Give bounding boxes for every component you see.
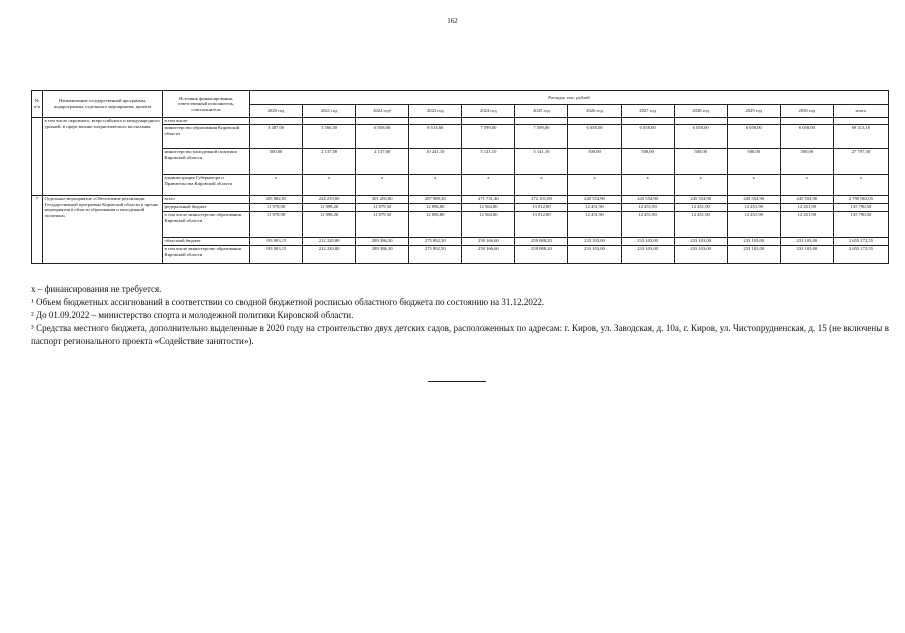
amount-cell: 11 978,90 [250,204,303,212]
page-number: 162 [447,17,458,25]
program-name: Отдельное мероприятие «Обеспечение реализации Государственной программы Кировской области и прочие мероприятия в области образования и молодежной политики» [43,196,163,264]
amount-cell: 11 998,20 [303,212,356,238]
footnote: х – финансирования не требуется. [31,284,162,294]
amount-cell: 233 103,00 [674,238,727,246]
amount-cell: 233 103,00 [780,246,833,264]
amount-cell: 3 487,00 [250,125,303,149]
amount-cell: 289 386,30 [356,246,409,264]
amount-cell: 11 978,90 [250,212,303,238]
amount-cell: 12 451,90 [674,204,727,212]
amount-cell: x [356,175,409,196]
amount-cell: x [727,175,780,196]
footnote: ² До 01.09.2022 – министерство спорта и молодежной политики Кировской области. [31,310,354,320]
amount-cell: 245 554,90 [621,196,674,204]
amount-cell: 6 058,00 [674,125,727,149]
header-year: 2025 год [515,105,568,118]
amount-cell: 245 554,90 [727,196,780,204]
amount-cell: 12 096,80 [409,212,462,238]
amount-cell: x [303,175,356,196]
amount-cell: 289 386,30 [356,238,409,246]
funding-source: всего [163,196,250,204]
amount-cell: 193 903,15 [250,238,303,246]
amount-cell: 135 790,50 [833,204,888,212]
amount-cell: 5 141,10 [462,149,515,175]
header-year: 2022 год¹ [356,105,409,118]
amount-cell: 259 166,60 [462,238,515,246]
amount-cell: 233 103,00 [674,246,727,264]
amount-cell [462,118,515,125]
amount-cell [356,118,409,125]
amount-cell: 233 103,00 [727,238,780,246]
amount-cell: 27 797,30 [833,149,888,175]
amount-cell: x [568,175,621,196]
amount-cell: 500,00 [727,149,780,175]
amount-cell: 500,00 [621,149,674,175]
amount-cell: 12 451,90 [780,212,833,238]
header-year: 2020 год [250,105,303,118]
amount-cell: x [621,175,674,196]
amount-cell: 233 103,00 [727,246,780,264]
amount-cell: 135 790,50 [833,212,888,238]
funding-source: в том числе министерство образования Кировской области [163,246,250,264]
amount-cell: 2 655 172,55 [833,238,888,246]
amount-cell: 233 103,00 [780,238,833,246]
amount-cell [303,118,356,125]
header-num: № п/п [32,91,43,118]
amount-cell: 12 564,80 [462,212,515,238]
amount-cell: 2 137,00 [356,149,409,175]
footnotes [31,283,889,348]
amount-cell: 12 451,90 [568,212,621,238]
amount-cell: 224 219,00 [303,196,356,204]
funding-source: федеральный бюджет [163,204,250,212]
header-year: 2028 год [674,105,727,118]
header-expenses: Расходы, тыс. рублей [250,91,889,105]
funding-source: в том числе министерство образования Кировской области [163,212,250,238]
amount-cell: 6 058,00 [621,125,674,149]
amount-cell: 233 103,00 [621,246,674,264]
amount-cell: 6 058,00 [780,125,833,149]
amount-cell: 205 882,05 [250,196,303,204]
header-name: Наименование государственной программы, подпрограммы, отдельного мероприятия, проекта [43,91,163,118]
footnote: ³ Средства местного бюджета, дополнительно выделенные в 2020 году на строительство двух детских садов, расположенных по адресам: г. Киров, ул. Заводская, д. 10а, г. Киров, ул. Чистопрудненская, д. 15 (не включены в паспорт регионального проекта «Содействие занятости»). [31,323,889,346]
amount-cell [833,118,888,125]
amount-cell: 12 451,90 [727,204,780,212]
amount-cell: 12 451,90 [621,212,674,238]
amount-cell: 245 554,90 [568,196,621,204]
amount-cell: 233 103,00 [568,238,621,246]
amount-cell [409,118,462,125]
amount-cell: 6 058,00 [568,125,621,149]
amount-cell: 287 989,30 [409,196,462,204]
amount-cell: 233 103,00 [568,246,621,264]
header-year: итого [833,105,888,118]
amount-cell: x [674,175,727,196]
amount-cell [515,118,568,125]
amount-cell: 212 220,80 [303,246,356,264]
amount-cell: 5 141,10 [515,149,568,175]
amount-cell: 2 137,00 [303,149,356,175]
row-number [32,118,43,196]
amount-cell: 275 892,50 [409,238,462,246]
amount-cell: 301 265,80 [356,196,409,204]
amount-cell: 500,00 [780,149,833,175]
footnote: ¹ Объем бюджетных ассигнований в соответствии со сводной бюджетной росписью областного бюджета по состоянию на 31.12.2022. [31,297,545,307]
table-row [32,196,889,204]
header-year: 2030 год [780,105,833,118]
amount-cell: 259 088,20 [515,238,568,246]
header-year: 2021 год [303,105,356,118]
amount-cell [621,118,674,125]
amount-cell [250,118,303,125]
header-year: 2024 год [462,105,515,118]
amount-cell: 272 101,00 [515,196,568,204]
amount-cell [727,118,780,125]
financing-table [31,90,889,264]
header-year: 2027 год [621,105,674,118]
amount-cell: 10 241,10 [409,149,462,175]
row-number: 7 [32,196,43,264]
amount-cell: 11 998,20 [303,204,356,212]
amount-cell: 7 599,00 [462,125,515,149]
amount-cell [568,118,621,125]
amount-cell: x [515,175,568,196]
amount-cell: 2 655 172,55 [833,246,888,264]
amount-cell: 6 058,00 [356,125,409,149]
amount-cell: 69 313,10 [833,125,888,149]
amount-cell: 233 103,00 [621,238,674,246]
table-row [32,118,889,125]
amount-cell: 245 554,90 [780,196,833,204]
amount-cell: 12 564,80 [462,204,515,212]
amount-cell: 500,00 [250,149,303,175]
header-year: 2026 год [568,105,621,118]
funding-source: министерство образования Кировской области [163,125,250,149]
separator-line [428,381,486,382]
amount-cell: 259 166,60 [462,246,515,264]
amount-cell: 212 220,80 [303,238,356,246]
amount-cell [674,118,727,125]
amount-cell: 500,00 [674,149,727,175]
header-year: 2023 год [409,105,462,118]
amount-cell: 11 879,50 [356,212,409,238]
amount-cell [780,118,833,125]
amount-cell: 8 513,60 [409,125,462,149]
program-name: в том числе окружного, всероссийского и международного уровней, в сфере военно-патриотического воспитания [43,118,163,196]
amount-cell: 245 554,90 [674,196,727,204]
amount-cell: 13 012,80 [515,204,568,212]
amount-cell: x [780,175,833,196]
funding-source: администрация Губернатора и Правительства Кировской области [163,175,250,196]
amount-cell: 271 731,40 [462,196,515,204]
amount-cell: x [409,175,462,196]
amount-cell: x [833,175,888,196]
amount-cell: 275 892,50 [409,246,462,264]
amount-cell: 500,00 [568,149,621,175]
funding-source: в том числе: [163,118,250,125]
amount-cell: 12 096,80 [409,204,462,212]
funding-source: министерство молодежной политики Кировской области [163,149,250,175]
amount-cell: 5 566,50 [303,125,356,149]
amount-cell: x [250,175,303,196]
amount-cell: 6 058,00 [727,125,780,149]
amount-cell: 12 451,90 [568,204,621,212]
funding-source: областной бюджет [163,238,250,246]
amount-cell: 193 903,15 [250,246,303,264]
amount-cell: 12 451,90 [780,204,833,212]
amount-cell: 12 451,90 [727,212,780,238]
amount-cell: x [462,175,515,196]
header-source: Источник финансирования, ответственный исполнитель, соисполнитель [163,91,250,118]
amount-cell: 12 451,90 [674,212,727,238]
amount-cell: 12 451,90 [621,204,674,212]
amount-cell: 259 088,20 [515,246,568,264]
header-year: 2029 год [727,105,780,118]
amount-cell: 13 012,80 [515,212,568,238]
amount-cell: 2 790 963,05 [833,196,888,204]
amount-cell: 7 599,00 [515,125,568,149]
amount-cell: 11 879,50 [356,204,409,212]
